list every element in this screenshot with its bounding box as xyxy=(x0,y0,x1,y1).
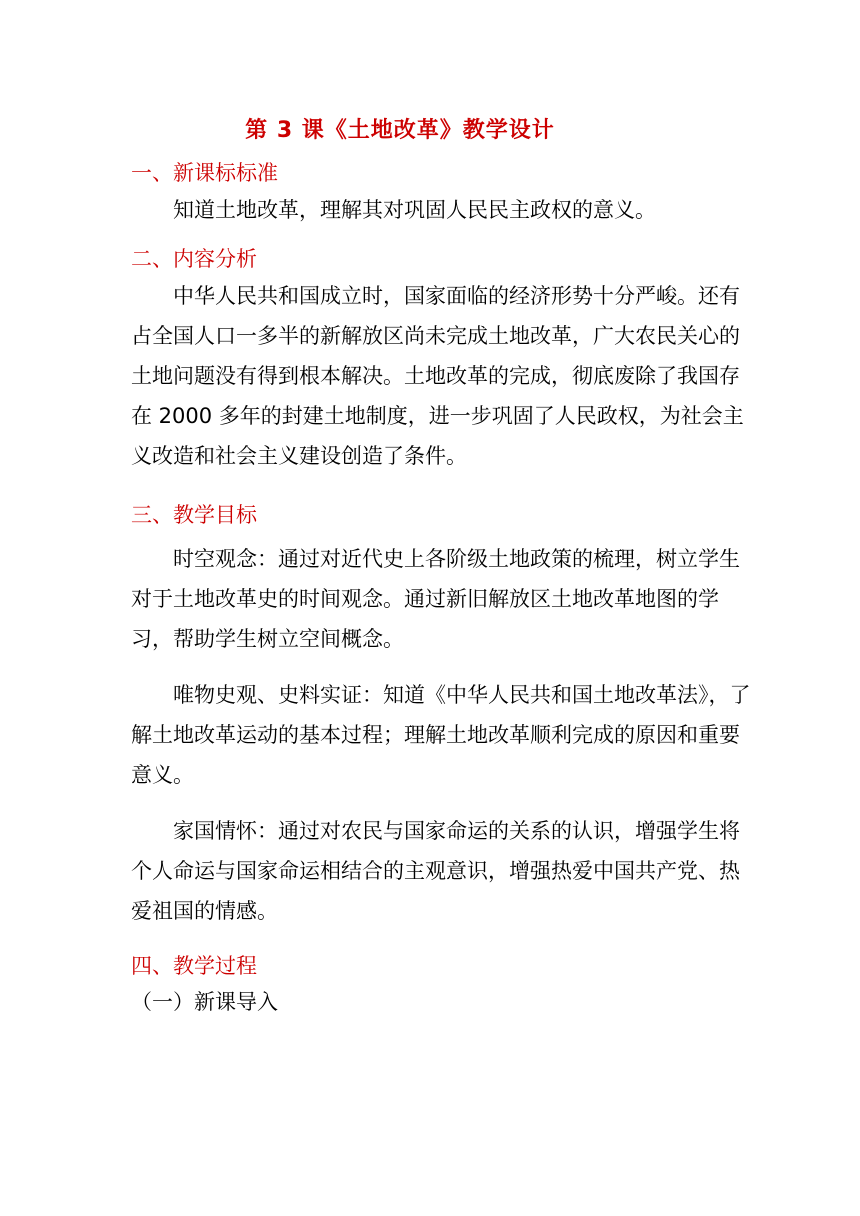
section-heading-analysis: 二、内容分析 xyxy=(131,247,257,271)
section-text-analysis: 中华人民共和国成立时，国家面临的经济形势十分严峻。还有占全国人口一多半的新解放区尚未完成土地改革，广大农民关心的土地问题没有得到根本解决。土地改革的完成，彻底废除了我国存在 2000 多年的封建土地制度，进一步巩固了人民政权，为社会主义改造和社会主义建设创造了条件。 xyxy=(131,284,744,468)
process-subheading-intro: （一）新课导入 xyxy=(131,990,278,1014)
section-text-standards: 知道土地改革，理解其对巩固人民民主政权的意义。 xyxy=(173,198,656,222)
section-heading-standards: 一、新课标标准 xyxy=(131,161,278,185)
section-heading-process: 四、教学过程 xyxy=(131,954,257,978)
objective-spacetime: 时空观念：通过对近代史上各阶级土地政策的梳理，树立学生对于土地改革史的时间观念。通过新旧解放区土地改革地图的学习，帮助学生树立空间概念。 xyxy=(131,547,740,651)
section-heading-objectives: 三、教学目标 xyxy=(131,503,257,527)
objective-materialism: 唯物史观、史料实证：知道《中华人民共和国土地改革法》，了解土地改革运动的基本过程；理解土地改革顺利完成的原因和重要意义。 xyxy=(131,683,751,787)
objective-patriotism: 家国情怀：通过对农民与国家命运的关系的认识，增强学生将个人命运与国家命运相结合的主观意识，增强热爱中国共产党、热爱祖国的情感。 xyxy=(131,819,740,923)
document-title: 第 3 课《土地改革》教学设计 xyxy=(245,118,555,143)
